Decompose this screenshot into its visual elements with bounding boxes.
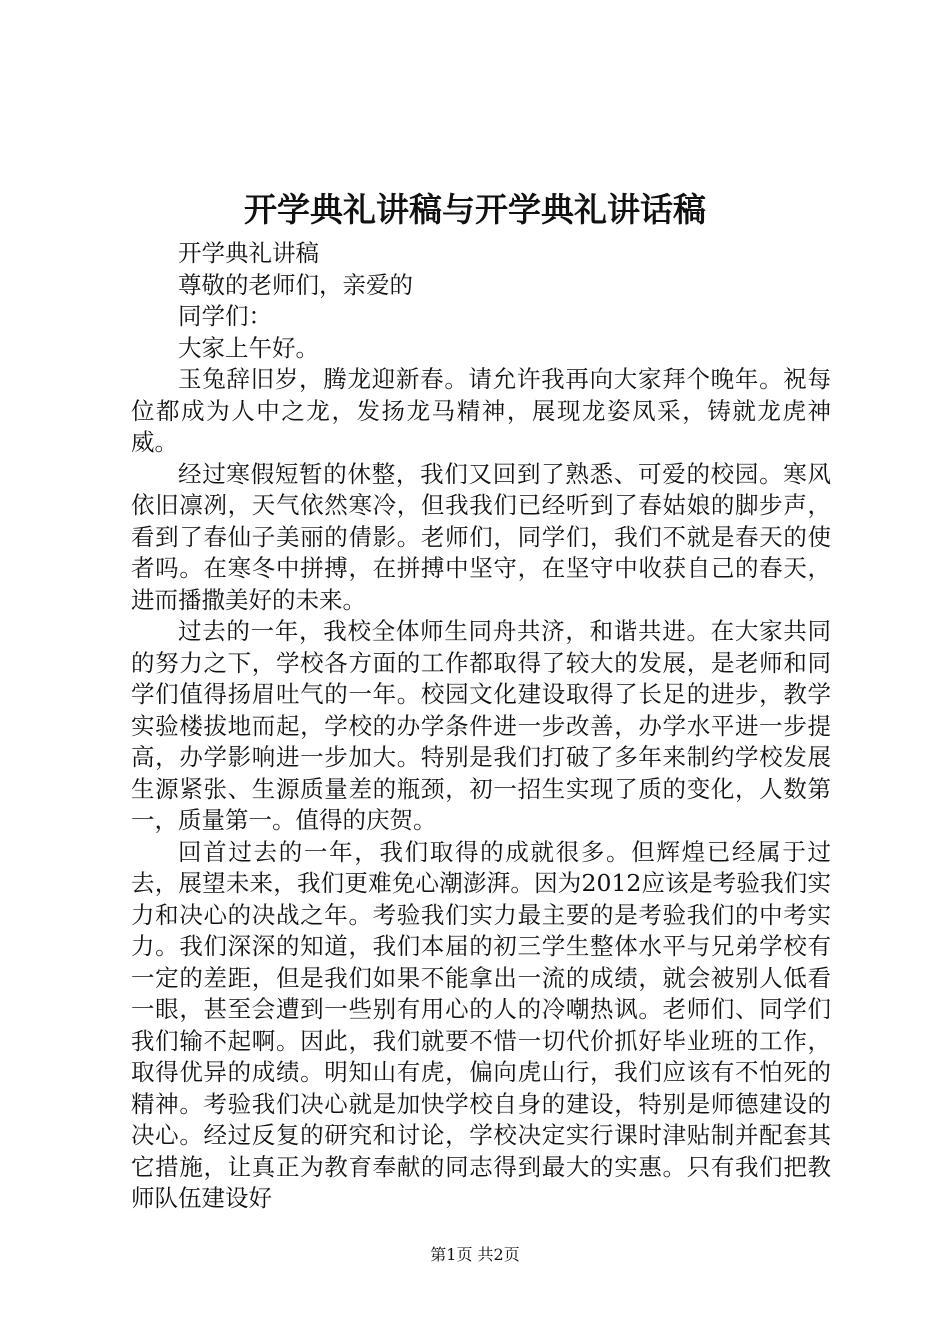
paragraph-looking-ahead: 回首过去的一年，我们取得的成就很多。但辉煌已经属于过去，展望未来，我们更难免心潮澎湃。因为2012应该是考验我们实力和决心的决战之年。考验我们实力最主要的是考验我们的中考实力。我们深深的知道，我们本届的初三学生整体水平与兄弟学校有一定的差距，但是我们如果不能拿出一流的成绩，就会被别人低看一眼，甚至会遭到一些别有用心的人的冷嘲热讽。老师们、同学们我们输不起啊。因此，我们就要不惜一切代价抓好毕业班的工作，取得优异的成绩。明知山有虎，偏向虎山行，我们应该有不怕死的精神。考验我们决心就是加快学校自身的建设，特别是师德建设的决心。经过反复的研究和讨论，学校决定实行课时津贴制并配套其它措施，让真正为教育奉献的同志得到最大的实惠。只有我们把教师队伍建设好 <box>131 837 831 1212</box>
paragraph-salutation: 尊敬的老师们，亲爱的 <box>178 270 413 299</box>
page-number: 第1页 共2页 <box>430 1245 520 1264</box>
document-title: 开学典礼讲稿与开学典礼讲话稿 <box>244 190 706 229</box>
paragraph-salutation-cont: 同学们： <box>178 302 272 330</box>
paragraph-winter-break: 经过寒假短暂的休整，我们又回到了熟悉、可爱的校园。寒风依旧凛冽，天气依然寒冷，但我我们已经听到了春姑娘的脚步声，看到了春仙子美丽的倩影。老师们，同学们，我们不就是春天的使者吗。在寒冬中拼搏，在拼搏中坚守，在坚守中收获自己的春天，进而播撒美好的未来。 <box>131 459 831 614</box>
paragraph-past-year: 过去的一年，我校全体师生同舟共济，和谐共进。在大家共同的努力之下，学校各方面的工作都取得了较大的发展，是老师和同学们值得扬眉吐气的一年。校园文化建设取得了长足的进步，教学实验楼拔地而起，学校的办学条件进一步改善，办学水平进一步提高，办学影响进一步加大。特别是我们打破了多年来制约学校发展生源紧张、生源质量差的瓶颈，初一招生实现了质的变化，人数第一，质量第一。值得的庆贺。 <box>131 617 831 834</box>
paragraph-new-year: 玉兔辞旧岁，腾龙迎新春。请允许我再向大家拜个晚年。祝每位都成为人中之龙，发扬龙马精神，展现龙姿凤采，铸就龙虎神威。 <box>131 365 831 456</box>
paragraph-greeting: 大家上午好。 <box>178 333 319 362</box>
document-body <box>131 238 831 1215</box>
paragraph-heading: 开学典礼讲稿 <box>178 239 319 267</box>
